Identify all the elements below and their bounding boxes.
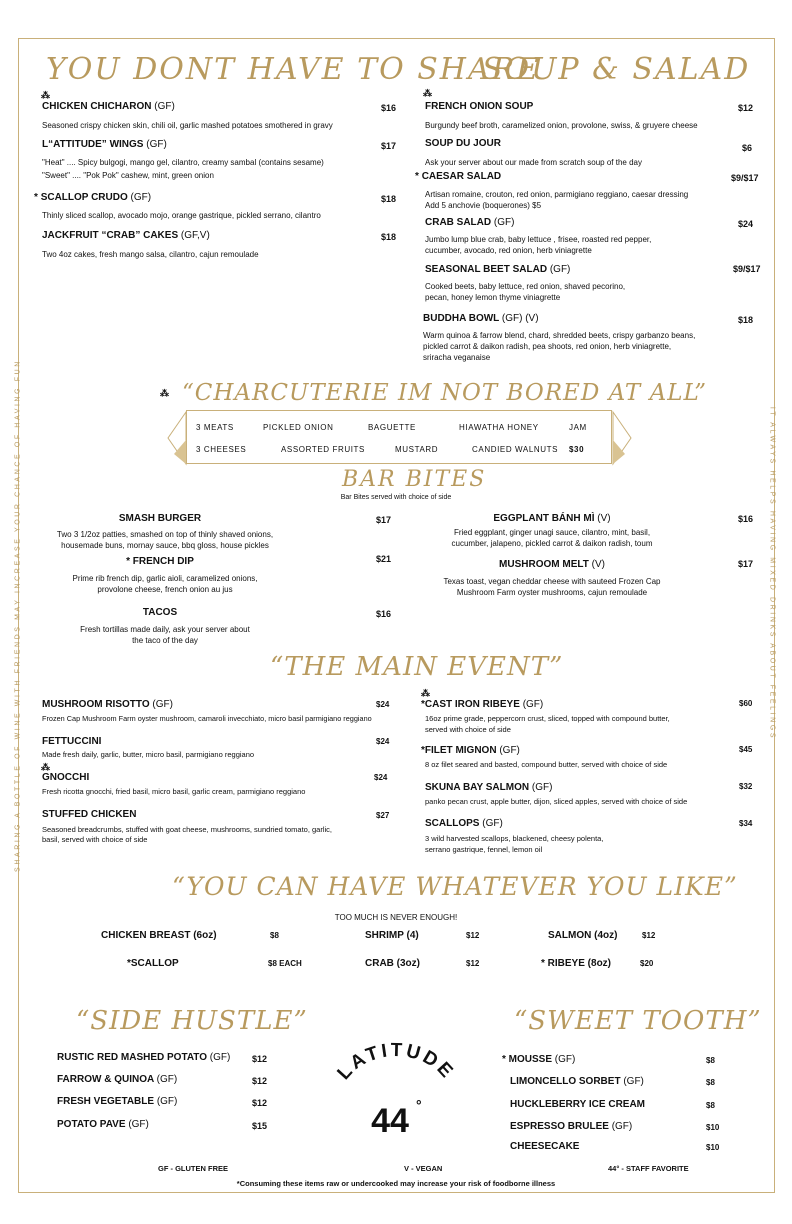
menu-item-price: $27 — [376, 811, 390, 820]
dessert-name: ESPRESSO BRULEE (GF) — [510, 1121, 633, 1132]
menu-item-name: TACOS — [142, 607, 178, 618]
legend-gluten-free: GF - GLUTEN FREE — [158, 1164, 228, 1173]
addon-price: $8 — [270, 931, 279, 940]
menu-item-name: SEASONAL BEET SALAD (GF) — [425, 264, 571, 275]
menu-item-name: SCALLOPS (GF) — [425, 818, 503, 829]
menu-item-desc: Ask your server about our made from scratch soup of the day — [425, 158, 642, 167]
addon-name: SHRIMP (4) — [365, 930, 419, 941]
side-item-price: $12 — [252, 1076, 268, 1086]
dessert-price: $10 — [706, 1123, 720, 1132]
side-item-name: FRESH VEGETABLE (GF) — [57, 1096, 178, 1107]
dessert-name: * MOUSSE (GF) — [502, 1054, 576, 1065]
charcuterie-cell: MUSTARD — [395, 445, 439, 454]
menu-item-name: * CAESAR SALAD — [415, 171, 502, 182]
menu-item-price: $34 — [739, 819, 753, 828]
charcuterie-cell: PICKLED ONION — [263, 423, 334, 432]
addon-price: $12 — [466, 959, 480, 968]
charcuterie-title: “CHARCUTERIE IM NOT BORED AT ALL” — [182, 380, 707, 406]
addon-name: CHICKEN BREAST (6oz) — [101, 930, 217, 941]
staff-favorite-icon: ⁂ — [41, 762, 50, 772]
left-side-text: SHARING A BOTTLE OF WINE WITH FRIENDS MAY INCREASE YOUR CHANCE OF HAVING FUN — [14, 359, 22, 872]
charcuterie-cell: ASSORTED FRUITS — [281, 445, 365, 454]
menu-item-desc: Frozen Cap Mushroom Farm oyster mushroom, camaroli invecchiato, micro basil parmigiano reggiano — [42, 714, 372, 723]
dessert-price: $8 — [706, 1101, 715, 1110]
legend-vegan: V - VEGAN — [404, 1164, 443, 1173]
menu-item-price: $17 — [738, 559, 754, 569]
staff-favorite-icon: ⁂ — [423, 88, 432, 98]
menu-item-desc: Thinly sliced scallop, avocado mojo, orange gastrique, pickled serrano, cilantro — [42, 211, 321, 220]
addon-name: *SCALLOP — [127, 958, 179, 969]
menu-item-desc: cucumber, jalapeno, pickled carrot & daikon radish, toum — [451, 539, 653, 548]
dessert-price: $10 — [706, 1143, 720, 1152]
menu-item-desc: the taco of the day — [132, 636, 198, 645]
side-item-price: $12 — [252, 1098, 268, 1108]
menu-item-price: $24 — [738, 219, 754, 229]
menu-item-price: $24 — [374, 773, 388, 782]
menu-item-desc: Fresh ricotta gnocchi, fried basil, micro basil, garlic cream, parmigiano reggiano — [42, 787, 306, 796]
right-arrow-ornament — [611, 410, 633, 466]
sweet-title: “SWEET TOOTH” — [514, 1006, 762, 1036]
whatever-subtitle: TOO MUCH IS NEVER ENOUGH! — [334, 913, 458, 922]
side-item-name: RUSTIC RED MASHED POTATO (GF) — [57, 1052, 231, 1063]
menu-item-price: $18 — [381, 194, 397, 204]
menu-item-name: JACKFRUIT “CRAB” CAKES (GF,V) — [42, 230, 210, 241]
menu-item-price: $60 — [739, 699, 753, 708]
addon-price: $12 — [642, 931, 656, 940]
charcuterie-cell: CANDIED WALNUTS — [472, 445, 559, 454]
menu-item-price: $16 — [738, 514, 754, 524]
disclaimer: *Consuming these items raw or undercooked may increase your risk of foodborne illness — [236, 1179, 556, 1188]
left-arrow-ornament — [166, 410, 188, 466]
menu-item-desc: Prime rib french dip, garlic aioli, caramelized onions, — [72, 574, 258, 583]
menu-item-price: $45 — [739, 745, 753, 754]
menu-item-name: L“ATTITUDE” WINGS (GF) — [42, 139, 167, 150]
svg-text:LATITUDE: LATITUDE — [333, 1040, 459, 1085]
menu-item-desc: Burgundy beef broth, caramelized onion, provolone, swiss, & gruyere cheese — [425, 121, 698, 130]
side-title: “SIDE HUSTLE” — [76, 1006, 308, 1036]
dessert-price: $8 — [706, 1078, 715, 1087]
dessert-name: HUCKLEBERRY ICE CREAM — [510, 1099, 646, 1110]
menu-item-price: $9/$17 — [733, 264, 761, 274]
menu-item-desc: sriracha veganaise — [423, 353, 491, 362]
addon-name: CRAB (3oz) — [365, 958, 420, 969]
charcuterie-cell: 3 CHEESES — [196, 445, 247, 454]
menu-item-desc: Cooked beets, baby lettuce, red onion, shaved pecorino, — [425, 282, 626, 291]
addon-price: $8 EACH — [268, 959, 302, 968]
main-title: “THE MAIN EVENT” — [270, 652, 564, 682]
menu-item-desc: Add 5 anchovie (boquerones) $5 — [425, 201, 542, 210]
addon-price: $12 — [466, 931, 480, 940]
bar-title: BAR BITES — [342, 467, 487, 492]
menu-item-desc: Made fresh daily, garlic, butter, micro basil, parmigiano reggiano — [42, 750, 255, 759]
menu-item-name: MUSHROOM MELT (V) — [499, 559, 605, 570]
menu-item-desc: Warm quinoa & farrow blend, chard, shredded beets, crispy garbanzo beans, — [423, 331, 696, 340]
staff-favorite-icon: ⁂ — [160, 388, 169, 398]
menu-item-desc: pecan, honey lemon thyme viniagrette — [425, 293, 561, 302]
menu-item-desc: Texas toast, vegan cheddar cheese with sauteed Frozen Cap — [443, 577, 661, 586]
menu-item-price: $9/$17 — [731, 173, 759, 183]
charcuterie-cell: HIAWATHA HONEY — [459, 423, 539, 432]
menu-item-price: $18 — [738, 315, 754, 325]
charcuterie-cell: JAM — [569, 423, 587, 432]
menu-item-name: STUFFED CHICKEN — [42, 809, 137, 820]
menu-item-name: CHICKEN CHICHARON (GF) — [42, 101, 175, 112]
menu-item-desc: "Sweet" .... "Pok Pok" cashew, mint, green onion — [42, 171, 214, 180]
addon-price: $20 — [640, 959, 654, 968]
menu-item-name: *CAST IRON RIBEYE (GF) — [421, 699, 544, 710]
menu-item-name: MUSHROOM RISOTTO (GF) — [42, 699, 173, 710]
menu-item-desc: 3 wild harvested scallops, blackened, cheesy polenta, — [425, 834, 604, 843]
menu-item-name: * SCALLOP CRUDO (GF) — [34, 192, 152, 203]
menu-item-desc: Seasoned breadcrumbs, stuffed with goat cheese, mushrooms, sundried tomato, garlic, — [42, 825, 333, 834]
menu-item-name: CRAB SALAD (GF) — [425, 217, 515, 228]
menu-item-desc: Fried eggplant, ginger unagi sauce, cilantro, mint, basil, — [453, 528, 651, 537]
menu-item-desc: Fresh tortillas made daily, ask your server about — [80, 625, 250, 634]
side-item-name: FARROW & QUINOA (GF) — [57, 1074, 178, 1085]
menu-item-desc: 16oz prime grade, peppercorn crust, sliced, topped with compound butter, — [425, 714, 670, 723]
menu-item-desc: served with choice of side — [425, 725, 511, 734]
addon-name: SALMON (4oz) — [548, 930, 618, 941]
legend-staff-favorite: 44° - STAFF FAVORITE — [608, 1164, 689, 1173]
addon-name: * RIBEYE (8oz) — [541, 958, 612, 969]
menu-item-desc: Artisan romaine, crouton, red onion, parmigiano reggiano, caesar dressing — [425, 190, 689, 199]
side-item-name: POTATO PAVE (GF) — [57, 1119, 149, 1130]
menu-item-name: *FILET MIGNON (GF) — [421, 745, 520, 756]
menu-item-name: SMASH BURGER — [118, 513, 202, 524]
dessert-name: CHEESECAKE — [510, 1141, 580, 1152]
latitude-44-logo — [326, 1040, 466, 1140]
right-side-text: IT ALWAYS HELPS HAVING MIXED DRINKS ABOUT FEELINGS — [768, 406, 776, 741]
menu-item-desc: provolone cheese, french onion au jus — [97, 585, 233, 594]
menu-item-price: $32 — [739, 782, 753, 791]
share-title: YOU DONT HAVE TO SHARE — [46, 52, 541, 87]
menu-item-desc: Seasoned crispy chicken skin, chili oil, garlic mashed potatoes smothered in gravy — [42, 121, 333, 130]
charcuterie-cell: BAGUETTE — [368, 423, 416, 432]
menu-item-desc: Jumbo lump blue crab, baby lettuce , frisee, roasted red pepper, — [425, 235, 652, 244]
menu-item-price: $6 — [742, 143, 753, 153]
menu-item-price: $24 — [376, 700, 390, 709]
menu-item-desc: Mushroom Farm oyster mushrooms, cajun remoulade — [456, 588, 648, 597]
charcuterie-cell: 3 MEATS — [196, 423, 234, 432]
charcuterie-price: $30 — [569, 445, 585, 454]
menu-item-name: BUDDHA BOWL (GF) (V) — [423, 313, 539, 324]
menu-item-price: $17 — [381, 141, 397, 151]
whatever-title: “YOU CAN HAVE WHATEVER YOU LIKE” — [172, 872, 738, 901]
svg-text:44: 44 — [371, 1102, 409, 1140]
menu-item-name: EGGPLANT BÁNH MÌ (V) — [493, 513, 611, 524]
charcuterie-box — [186, 410, 612, 464]
menu-item-desc: panko pecan crust, apple butter, dijon, sliced apples, served with choice of side — [425, 797, 688, 806]
dessert-name: LIMONCELLO SORBET (GF) — [510, 1076, 644, 1087]
menu-item-name: SKUNA BAY SALMON (GF) — [425, 782, 553, 793]
bar-subtitle: Bar Bites served with choice of side — [340, 494, 452, 501]
menu-item-desc: Two 4oz cakes, fresh mango salsa, cilantro, cajun remoulade — [42, 250, 259, 259]
menu-item-name: SOUP DU JOUR — [425, 138, 501, 149]
menu-item-desc: serrano gastrique, fennel, lemon oil — [425, 845, 543, 854]
menu-item-name: * FRENCH DIP — [126, 556, 194, 567]
menu-item-price: $16 — [376, 609, 392, 619]
menu-item-name: GNOCCHI — [42, 772, 90, 783]
menu-item-desc: "Heat" .... Spicy bulgogi, mango gel, cilantro, creamy sambal (contains sesame) — [42, 158, 324, 167]
side-item-price: $12 — [252, 1054, 268, 1064]
menu-item-price: $17 — [376, 515, 392, 525]
menu-item-price: $18 — [381, 232, 397, 242]
menu-item-name: FETTUCCINI — [42, 736, 102, 747]
side-item-price: $15 — [252, 1121, 268, 1131]
dessert-price: $8 — [706, 1056, 715, 1065]
menu-item-price: $24 — [376, 737, 390, 746]
staff-favorite-icon: ⁂ — [41, 90, 50, 100]
menu-item-desc: cucumber, avocado, red onion, herb viniagrette — [425, 246, 592, 255]
menu-item-desc: Two 3 1/2oz patties, smashed on top of thinly shaved onions, — [56, 530, 274, 539]
menu-item-price: $21 — [376, 554, 392, 564]
menu-item-name: FRENCH ONION SOUP — [425, 101, 534, 112]
menu-item-desc: basil, served with choice of side — [42, 835, 148, 844]
svg-text:°: ° — [416, 1097, 422, 1113]
staff-favorite-icon: ⁂ — [421, 688, 430, 698]
soup-title: SOUP & SALAD — [482, 52, 751, 87]
menu-item-desc: pickled carrot & daikon radish, pea shoots, red onion, herb viniagrette, — [423, 342, 672, 351]
menu-item-desc: 8 oz filet seared and basted, compound butter, served with choice of side — [425, 760, 668, 769]
menu-item-price: $16 — [381, 103, 397, 113]
menu-item-price: $12 — [738, 103, 754, 113]
menu-item-desc: housemade buns, mornay sauce, bbq gloss, house pickles — [61, 541, 269, 550]
